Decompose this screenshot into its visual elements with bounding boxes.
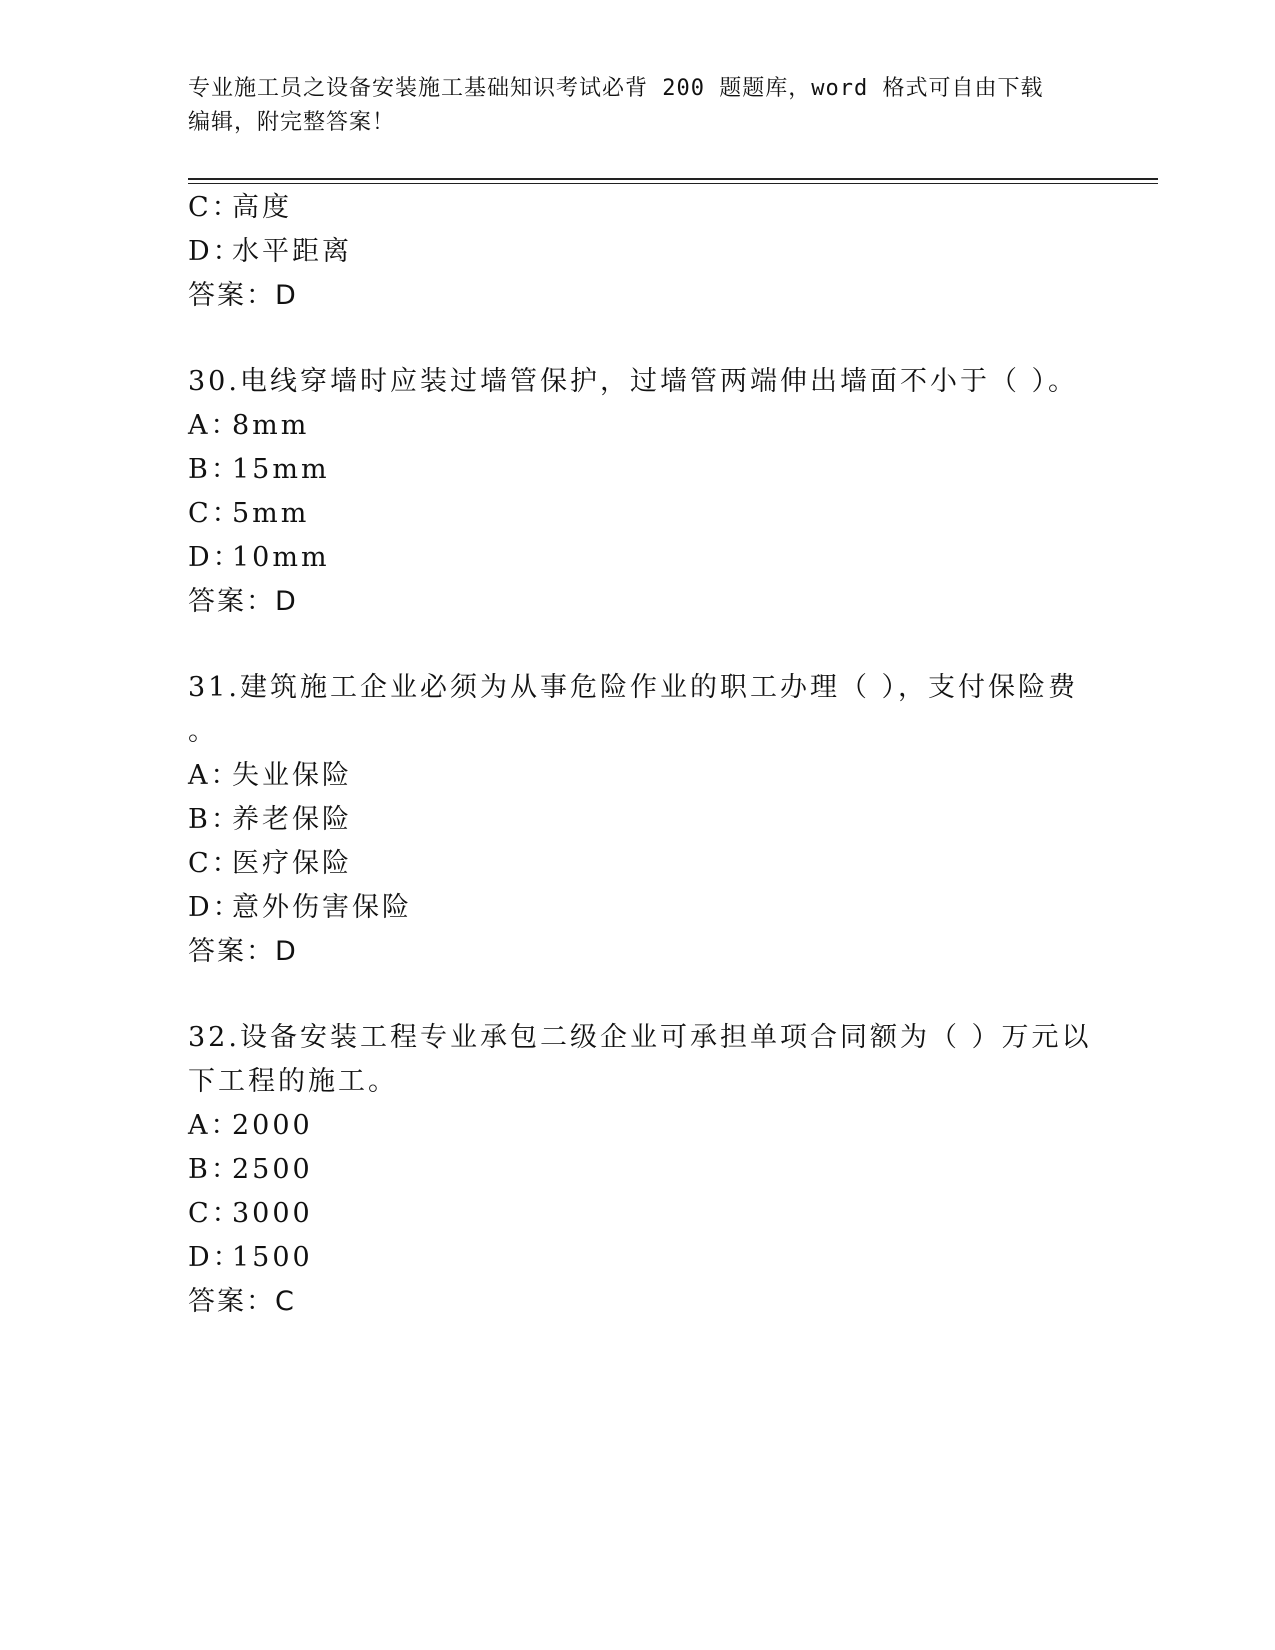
option-text: 2000 (232, 1110, 313, 1141)
question-stem: 30.电线穿墙时应装过墙管保护，过墙管两端伸出墙面不小于（ ）。 (188, 366, 1079, 397)
option-text: 1500 (232, 1242, 313, 1273)
option-key: A： (188, 410, 241, 441)
answer-line: 答案：D (188, 586, 298, 617)
option-key: B： (188, 454, 241, 485)
option-key: D： (188, 236, 243, 267)
option-key: C： (188, 1198, 242, 1229)
option-key: A： (188, 1110, 241, 1141)
option-line (188, 844, 352, 884)
option-text: 医疗保险 (232, 848, 352, 879)
option-key: D： (188, 1242, 243, 1273)
option-text: 高度 (232, 192, 292, 223)
option-key: C： (188, 498, 242, 529)
option-key: B： (188, 1154, 241, 1185)
option-key: C： (188, 848, 242, 879)
option-text: 2500 (232, 1154, 313, 1185)
option-text: 水平距离 (232, 236, 352, 267)
option-line (188, 1194, 313, 1234)
option-line (188, 494, 309, 534)
option-text: 失业保险 (232, 760, 352, 791)
option-line (188, 1106, 313, 1146)
answer-line: 答案：D (188, 280, 298, 311)
option-line (188, 756, 352, 796)
option-text: 养老保险 (232, 804, 352, 835)
question-stem: 32.设备安装工程专业承包二级企业可承担单项合同额为（ ）万元以 (188, 1022, 1092, 1053)
header-line-1: 专业施工员之设备安装施工基础知识考试必背 200 题题库，word 格式可自由下载 (188, 76, 1044, 101)
option-line (188, 450, 330, 490)
header-line-2: 编辑，附完整答案！ (188, 110, 396, 135)
option-key: B： (188, 804, 241, 835)
option-text: 15mm (232, 454, 330, 485)
option-line (188, 232, 352, 272)
document-header (188, 72, 1068, 140)
option-key: D： (188, 892, 243, 923)
option-line (188, 1238, 313, 1278)
option-line (188, 188, 292, 228)
option-line (188, 406, 309, 446)
question-stem-continued: 。 (188, 716, 218, 747)
option-key: A： (188, 760, 241, 791)
option-key: C： (188, 192, 242, 223)
header-rule-thin (188, 183, 1158, 184)
answer-line: 答案：D (188, 936, 298, 967)
option-text: 5mm (232, 498, 310, 529)
option-line (188, 800, 352, 840)
option-text: 3000 (232, 1198, 313, 1229)
option-text: 8mm (232, 410, 310, 441)
option-key: D： (188, 542, 243, 573)
answer-line: 答案：C (188, 1286, 296, 1317)
option-text: 10mm (232, 542, 330, 573)
question-stem-continued: 下工程的施工。 (188, 1066, 398, 1097)
header-rule-thick (188, 178, 1158, 180)
question-stem: 31.建筑施工企业必须为从事危险作业的职工办理（ ），支付保险费 (188, 672, 1079, 703)
option-line (188, 888, 412, 928)
option-text: 意外伤害保险 (232, 892, 412, 923)
option-line (188, 538, 330, 578)
option-line (188, 1150, 313, 1190)
